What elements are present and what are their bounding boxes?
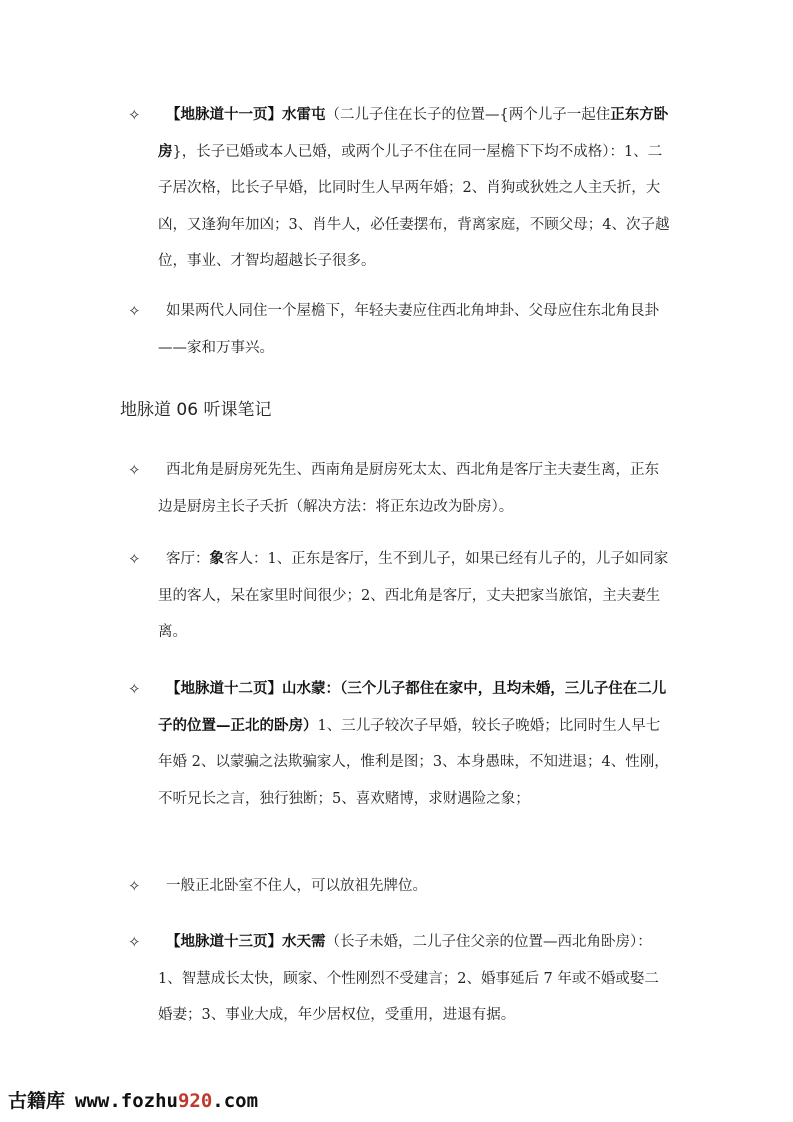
paragraph	[128, 452, 673, 525]
list-item	[128, 671, 673, 817]
text-span: }，长子已婚或本人已婚，或两个儿子不住在同一屋檐下下均不成格）：1、二子居次格，比长子早婚，比同时生人早两年婚；2、肖狗或狄姓之人主夭折，大凶，又逢狗年加凶；3、肖牛人，必任妻摆布，背离家庭，不顾父母；4、次子越位，事业、才智均超越长子很多。	[158, 143, 670, 269]
list-item	[128, 97, 673, 280]
entry-title: 【地脉道十一页】水雷屯	[166, 106, 326, 123]
paragraph	[128, 293, 673, 366]
paragraph	[128, 97, 673, 280]
text-span: 如果两代人同住一个屋檐下，年轻夫妻应住西北角坤卦、父母应住东北角艮卦——家和万事兴。	[158, 303, 659, 356]
bullet-icon: ✧	[128, 680, 141, 698]
bold-span: 正东方卧房	[158, 106, 669, 160]
bullet-icon: ✧	[128, 302, 141, 320]
paragraph	[128, 868, 673, 905]
bullet-icon: ✧	[128, 550, 141, 568]
text-span: 一般正北卧室不住人，可以放祖先牌位。	[166, 878, 427, 894]
text-span: 客厅：	[166, 551, 210, 567]
text-span: 1、三儿子较次子早婚，较长子晚婚；比同时生人早七年婚 2、以蒙骗之法欺骗家人，惟利是图；3、本身愚昧，不知进退；4、性刚，不听兄长之言，独行独断；5、喜欢赌博，求财遇险之象；	[158, 717, 669, 807]
bullet-icon: ✧	[128, 933, 141, 951]
bold-span: 象	[209, 550, 224, 567]
bullet-icon: ✧	[128, 461, 141, 479]
bullet-icon: ✧	[128, 877, 141, 895]
list-item	[128, 924, 673, 1034]
site-suffix: .com	[212, 1090, 259, 1112]
site-prefix: www.fozhu	[75, 1090, 178, 1112]
list-item	[128, 293, 673, 366]
paragraph	[128, 541, 673, 651]
entry-title: 【地脉道十二页】山水蒙：（三个儿子都住在家中，且均未婚，三儿子住在二儿子的位置—正北的卧房）	[158, 680, 667, 734]
footer-brand: 古籍库	[8, 1090, 66, 1112]
text-span: 客人：1、正东是客厅，生不到儿子，如果已经有儿子的，儿子如同家里的客人，呆在家里时间很少；2、西北角是客厅，丈夫把家当旅馆，主夫妻生离。	[158, 551, 669, 640]
site-number: 920	[177, 1090, 213, 1112]
list-item	[128, 868, 673, 905]
paragraph	[128, 671, 673, 817]
text-span: （长子未婚，二儿子住父亲的位置—西北角卧房）：1、智慧成长太快，顾家、个性刚烈不受建言；2、婚事延后 7 年或不婚或娶二婚妻；3、事业大成，年少居权位，受重用，进退有据。	[158, 934, 659, 1023]
paragraph	[128, 924, 673, 1034]
list-item	[128, 541, 673, 651]
entry-title: 【地脉道十三页】水天需	[166, 933, 326, 950]
bullet-icon: ✧	[128, 106, 141, 124]
text-span: 西北角是厨房死先生、西南角是厨房死太太、西北角是客厅主夫妻生离，正东边是厨房主长子夭折（解决方法：将正东边改为卧房）。	[158, 462, 659, 515]
footer-site-link[interactable]	[75, 1090, 258, 1112]
footer-watermark	[8, 1086, 258, 1113]
list-item	[128, 452, 673, 525]
section-heading: 地脉道 06 听课笔记	[120, 400, 272, 420]
text-span: （二儿子住在长子的位置—{两个儿子一起住	[325, 107, 611, 123]
